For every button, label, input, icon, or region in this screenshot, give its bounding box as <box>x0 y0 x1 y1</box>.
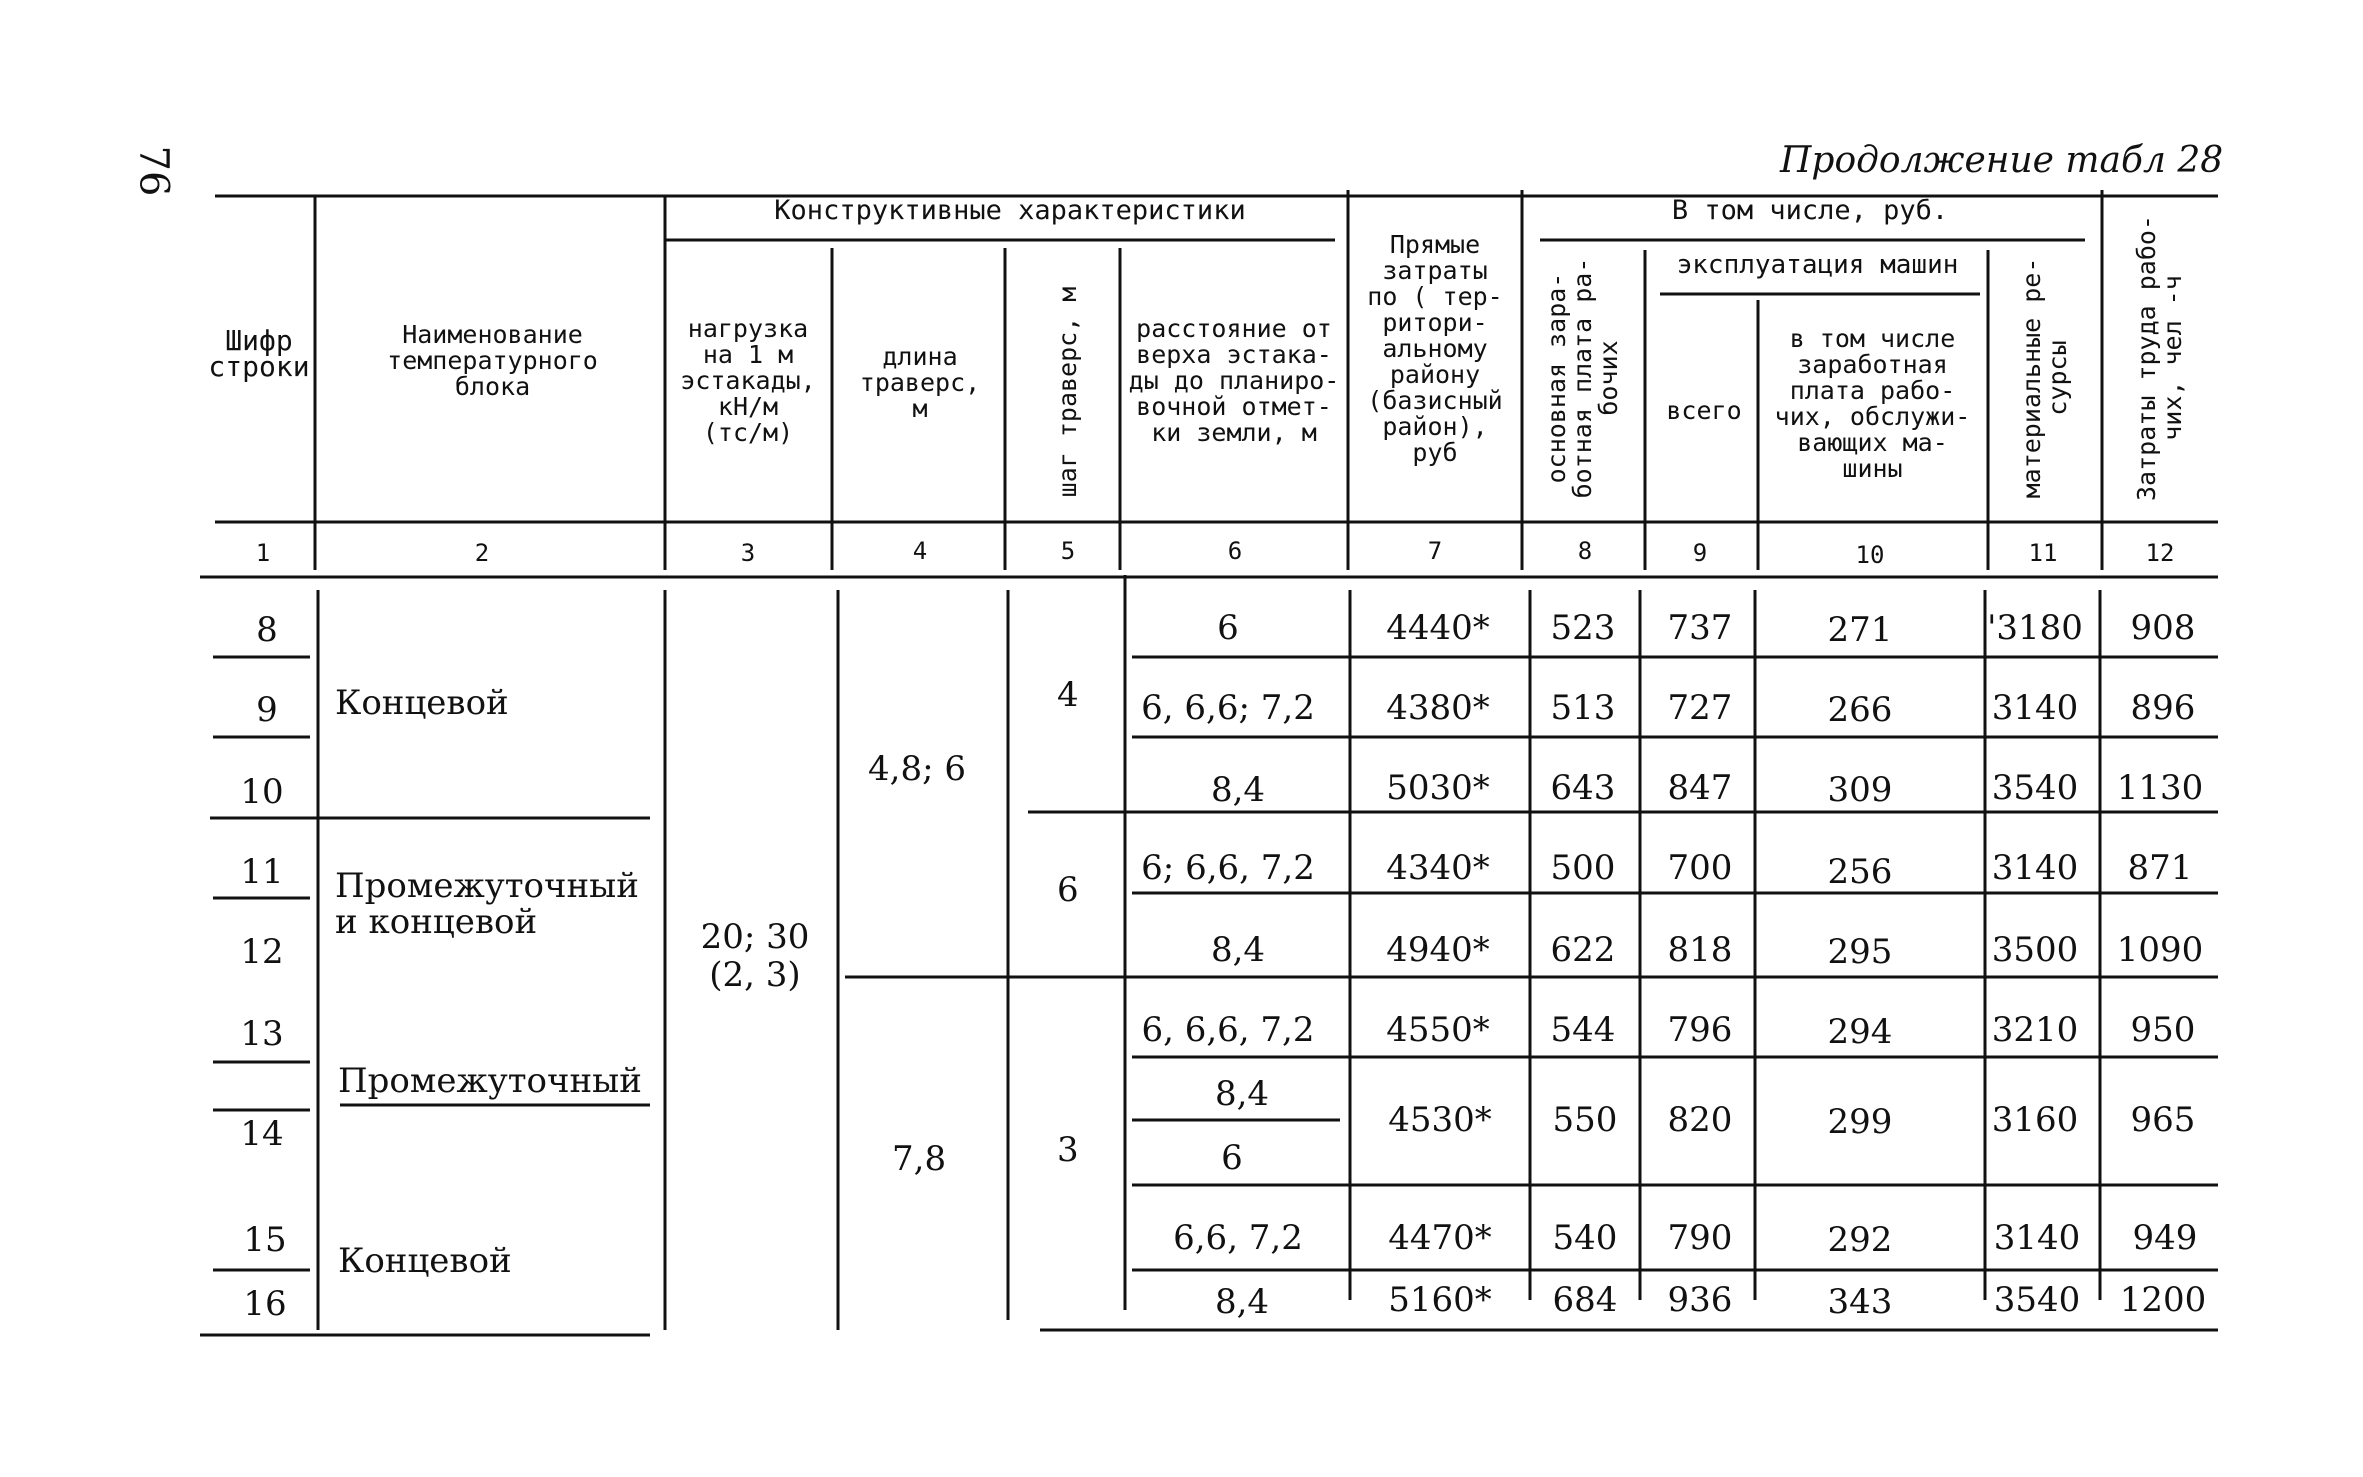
cell-materials: '3180 <box>1987 608 2083 648</box>
block-name-intermediate: Промежуточный <box>338 1061 642 1101</box>
row-code: 15 <box>243 1220 287 1260</box>
row-code: 8 <box>256 610 278 650</box>
header-distance: расстояние от верха эстака- ды до планиро- вочной отмет- ки земли, м <box>1128 314 1340 447</box>
cell-direct: 4470* <box>1388 1218 1492 1258</box>
cell-direct: 4550* <box>1386 1010 1490 1050</box>
cell-machine-wage: 256 <box>1827 852 1893 892</box>
cell-machines-total: 847 <box>1667 768 1733 808</box>
cell-distance: 6 <box>1217 608 1239 648</box>
col-number: 9 <box>1692 539 1708 567</box>
cell-direct: 5160* <box>1388 1280 1492 1320</box>
row-code: 14 <box>240 1114 284 1154</box>
cell-distance: 6; 6,6, 7,2 <box>1141 848 1315 888</box>
header-length: длина траверс, м <box>859 342 981 423</box>
header-load: нагрузка на 1 м эстакады, кН/м (тс/м) <box>680 314 816 447</box>
cell-machines-total: 820 <box>1667 1100 1733 1140</box>
cell-direct: 4340* <box>1386 848 1490 888</box>
col-number: 8 <box>1577 537 1593 565</box>
cell-distance-2: 6 <box>1221 1138 1243 1178</box>
length-value-a: 4,8; 6 <box>868 749 966 789</box>
col-number: 7 <box>1427 537 1443 565</box>
header-code: Шифр строки <box>208 324 310 383</box>
header-step: шаг траверс, м <box>1053 286 1082 498</box>
header-labor: Затраты труда рабо- чих, чел -ч <box>2132 215 2187 501</box>
cell-machine-wage: 271 <box>1827 610 1893 650</box>
header-including: В том числе, руб. <box>1671 195 1949 226</box>
cell-materials: 3540 <box>1991 768 2079 808</box>
cell-machine-wage: 309 <box>1827 770 1893 810</box>
cell-direct: 4940* <box>1386 930 1490 970</box>
col-number: 6 <box>1227 537 1243 565</box>
cell-direct: 4380* <box>1386 688 1490 728</box>
row-code: 10 <box>240 772 284 812</box>
cell-labor: 908 <box>2130 608 2196 648</box>
header-machines-total: всего <box>1666 396 1742 425</box>
cell-labor: 871 <box>2127 848 2193 888</box>
cell-labor: 1090 <box>2116 930 2204 970</box>
header-machines: эксплуатация машин <box>1676 250 1959 280</box>
cell-machine-wage: 294 <box>1827 1012 1893 1052</box>
cell-wage: 684 <box>1552 1280 1618 1320</box>
cell-direct: 5030* <box>1386 768 1490 808</box>
row-code: 16 <box>243 1284 287 1324</box>
cell-distance: 6,6, 7,2 <box>1173 1218 1303 1258</box>
cell-distance: 8,4 <box>1214 1282 1270 1322</box>
cell-materials: 3140 <box>1991 848 2079 888</box>
cell-machines-total: 700 <box>1667 848 1733 888</box>
header-materials: материальные ре- сурсы <box>2017 257 2072 499</box>
cell-wage: 550 <box>1552 1100 1618 1140</box>
block-name-end-1: Концевой <box>335 683 509 723</box>
table-continuation-title: Продолжение табл 28 <box>1780 140 2224 181</box>
cell-machine-wage: 266 <box>1827 690 1893 730</box>
cell-machines-total: 818 <box>1667 930 1733 970</box>
row-code: 12 <box>240 932 284 972</box>
cell-labor: 896 <box>2130 688 2196 728</box>
cell-wage: 622 <box>1550 930 1616 970</box>
step-value-6: 6 <box>1057 870 1079 910</box>
header-direct-costs: Прямые затраты по ( тер- ритори- альному району (базисный район), руб <box>1367 230 1503 467</box>
cell-labor: 1130 <box>2116 768 2204 808</box>
cell-wage: 643 <box>1550 768 1616 808</box>
cell-machine-wage: 343 <box>1827 1282 1893 1322</box>
cell-distance: 8,4 <box>1214 1074 1270 1114</box>
cell-labor: 965 <box>2130 1100 2196 1140</box>
cell-distance: 6, 6,6, 7,2 <box>1141 1010 1315 1050</box>
cell-machines-total: 727 <box>1667 688 1733 728</box>
cell-materials: 3540 <box>1993 1280 2081 1320</box>
cell-materials: 3210 <box>1991 1010 2079 1050</box>
cell-machine-wage: 295 <box>1827 932 1893 972</box>
cell-labor: 949 <box>2132 1218 2198 1258</box>
cell-machine-wage: 299 <box>1827 1102 1893 1142</box>
col-number: 2 <box>474 539 490 567</box>
cell-distance: 6, 6,6; 7,2 <box>1141 688 1315 728</box>
header-machine-wage: в том числе заработная плата рабо- чих, обслужи- вающих ма- шины <box>1774 324 1971 483</box>
cell-machines-total: 790 <box>1667 1218 1733 1258</box>
cell-direct: 4530* <box>1388 1100 1492 1140</box>
header-name: Наименование температурного блока <box>387 320 598 401</box>
cell-machine-wage: 292 <box>1827 1220 1893 1260</box>
cell-machines-total: 796 <box>1667 1010 1733 1050</box>
block-name-end-2: Концевой <box>338 1241 512 1281</box>
cell-machines-total: 737 <box>1667 608 1733 648</box>
step-value-3: 3 <box>1057 1130 1079 1170</box>
step-value-4: 4 <box>1057 675 1079 715</box>
col-number: 12 <box>2145 539 2175 567</box>
col-number: 10 <box>1855 541 1885 569</box>
col-number: 1 <box>255 539 271 567</box>
row-code: 9 <box>256 690 278 730</box>
cell-direct: 4440* <box>1386 608 1490 648</box>
cell-materials: 3140 <box>1993 1218 2081 1258</box>
cell-materials: 3500 <box>1991 930 2079 970</box>
col-number: 5 <box>1060 537 1076 565</box>
header-constructive: Конструктивные характеристики <box>774 195 1246 226</box>
cell-materials: 3160 <box>1991 1100 2079 1140</box>
load-value: 20; 30 (2, 3) <box>700 917 810 995</box>
cell-wage: 540 <box>1552 1218 1618 1258</box>
row-code: 13 <box>240 1014 284 1054</box>
col-number: 11 <box>2028 539 2058 567</box>
cell-distance: 8,4 <box>1210 930 1266 970</box>
block-name-intermediate-end: Промежуточный и концевой <box>335 866 639 942</box>
header-wage: основная зара- ботная плата ра- бочих <box>1542 257 1623 499</box>
col-number: 4 <box>912 537 928 565</box>
cell-labor: 950 <box>2130 1010 2196 1050</box>
cell-wage: 500 <box>1550 848 1616 888</box>
cell-distance: 8,4 <box>1210 770 1266 810</box>
col-number: 3 <box>740 539 756 567</box>
length-value-b: 7,8 <box>892 1139 947 1179</box>
cell-machines-total: 936 <box>1667 1280 1733 1320</box>
cell-wage: 513 <box>1550 688 1616 728</box>
page-number: 76 <box>130 145 177 197</box>
cell-wage: 544 <box>1550 1010 1616 1050</box>
cell-wage: 523 <box>1550 608 1616 648</box>
row-code: 11 <box>240 852 284 892</box>
cell-materials: 3140 <box>1991 688 2079 728</box>
cell-labor: 1200 <box>2119 1280 2207 1320</box>
